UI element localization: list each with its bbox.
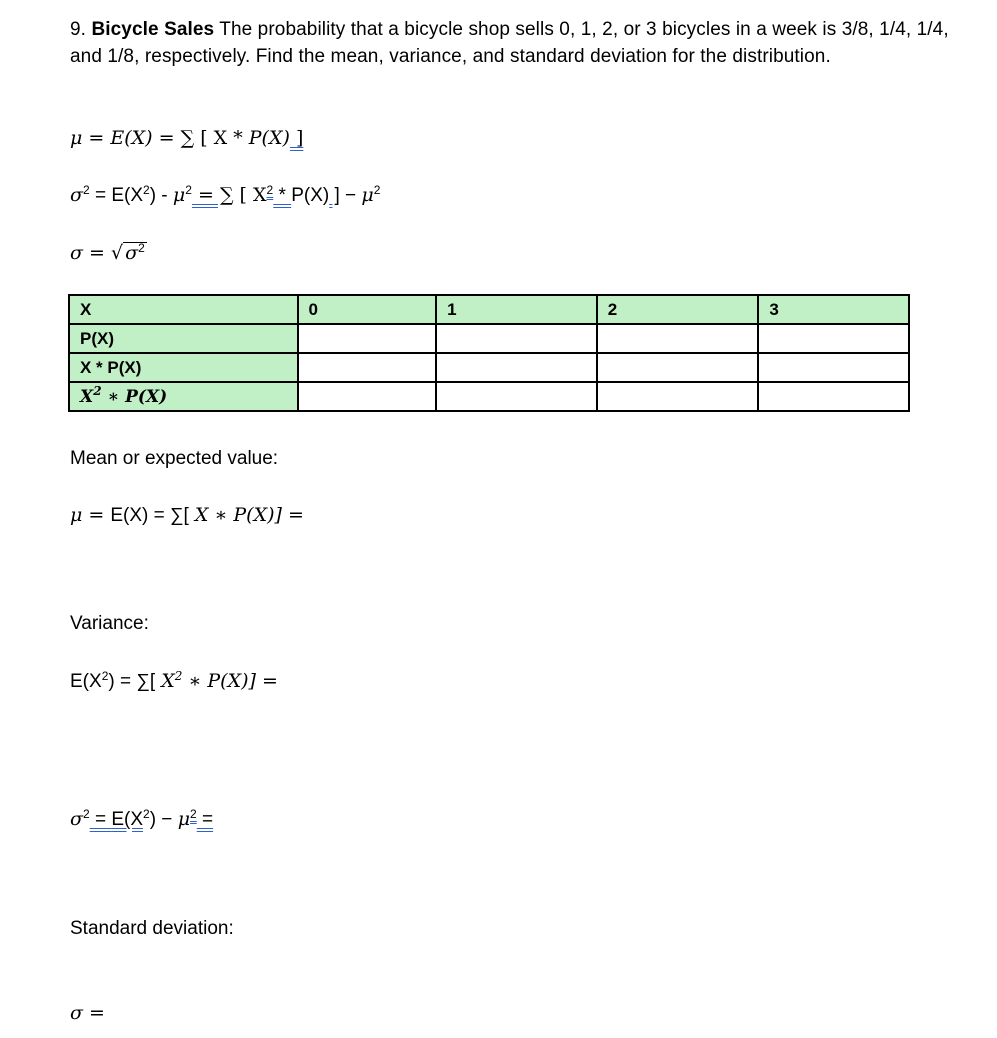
table-cell[interactable] [597, 324, 759, 353]
table-header-cell: 0 [298, 295, 437, 324]
row-label-x2px: $X^2$ ∗ P(X) [69, 382, 298, 411]
table-cell[interactable] [597, 382, 759, 411]
table-cell[interactable] [436, 353, 597, 382]
table-cell[interactable] [758, 353, 909, 382]
table-row [69, 324, 909, 353]
table-cell[interactable] [758, 382, 909, 411]
table-cell[interactable] [298, 382, 437, 411]
table-cell[interactable] [436, 324, 597, 353]
sd-label: Standard deviation: [70, 918, 234, 939]
table-header-cell: 1 [436, 295, 597, 324]
table-cell[interactable] [436, 382, 597, 411]
table-cell[interactable] [298, 324, 437, 353]
problem-text: The probability that a bicycle shop sells 0, 1, 2, or 3 bicycles in a week is 3/8, 1/4, 1/4, and 1/8, respectively. Find the mean, variance, and standard deviation for the distribution. [70, 19, 949, 67]
row-label-px: P(X) [69, 324, 298, 353]
mu-symbol: μ [70, 127, 83, 149]
table-header-label: X [69, 295, 298, 324]
mean-answer-equation[interactable]: μ = E(X) = ∑[ X ∗ P(X)] = [70, 504, 304, 526]
sqrt-radicand: $\sigma^2$ [125, 241, 145, 264]
table-header-cell: 3 [758, 295, 909, 324]
mean-formula: μ = E(X) = ∑ [ X * P(X) ] [70, 127, 304, 149]
variance-formula: $\sigma^2 = E(X^2) - \mu^2$ = ∑ [ $X^2 * P(X)$ ] − $\mu^2$ [70, 183, 381, 206]
table-row [69, 382, 909, 411]
variance-label: Variance: [70, 613, 149, 634]
sd-answer-equation[interactable]: σ = [70, 1002, 105, 1024]
ex2-answer-equation[interactable]: $E(X^2)$ = ∑[ $X^2$ ∗ P(X)] = [70, 669, 278, 692]
sqrt-sign: √ [110, 242, 124, 264]
problem-title: Bicycle Sales [91, 19, 215, 40]
table-cell[interactable] [298, 353, 437, 382]
sd-formula: σ = √ $\sigma^2$ [70, 241, 145, 264]
sigma-symbol: σ [70, 184, 83, 206]
distribution-table [68, 294, 910, 412]
table-row [69, 353, 909, 382]
row-label-xpx: X * P(X) [69, 353, 298, 382]
variance-answer-equation[interactable]: $\sigma^2 = E(X^2) - \mu^2$ = [70, 807, 214, 830]
table-cell[interactable] [597, 353, 759, 382]
problem-statement [70, 16, 960, 70]
mean-label: Mean or expected value: [70, 448, 279, 469]
table-cell[interactable] [758, 324, 909, 353]
problem-number: 9. [70, 19, 87, 40]
expectation-term: E(X) [110, 127, 153, 149]
table-header-row [69, 295, 909, 324]
table-header-cell: 2 [597, 295, 759, 324]
